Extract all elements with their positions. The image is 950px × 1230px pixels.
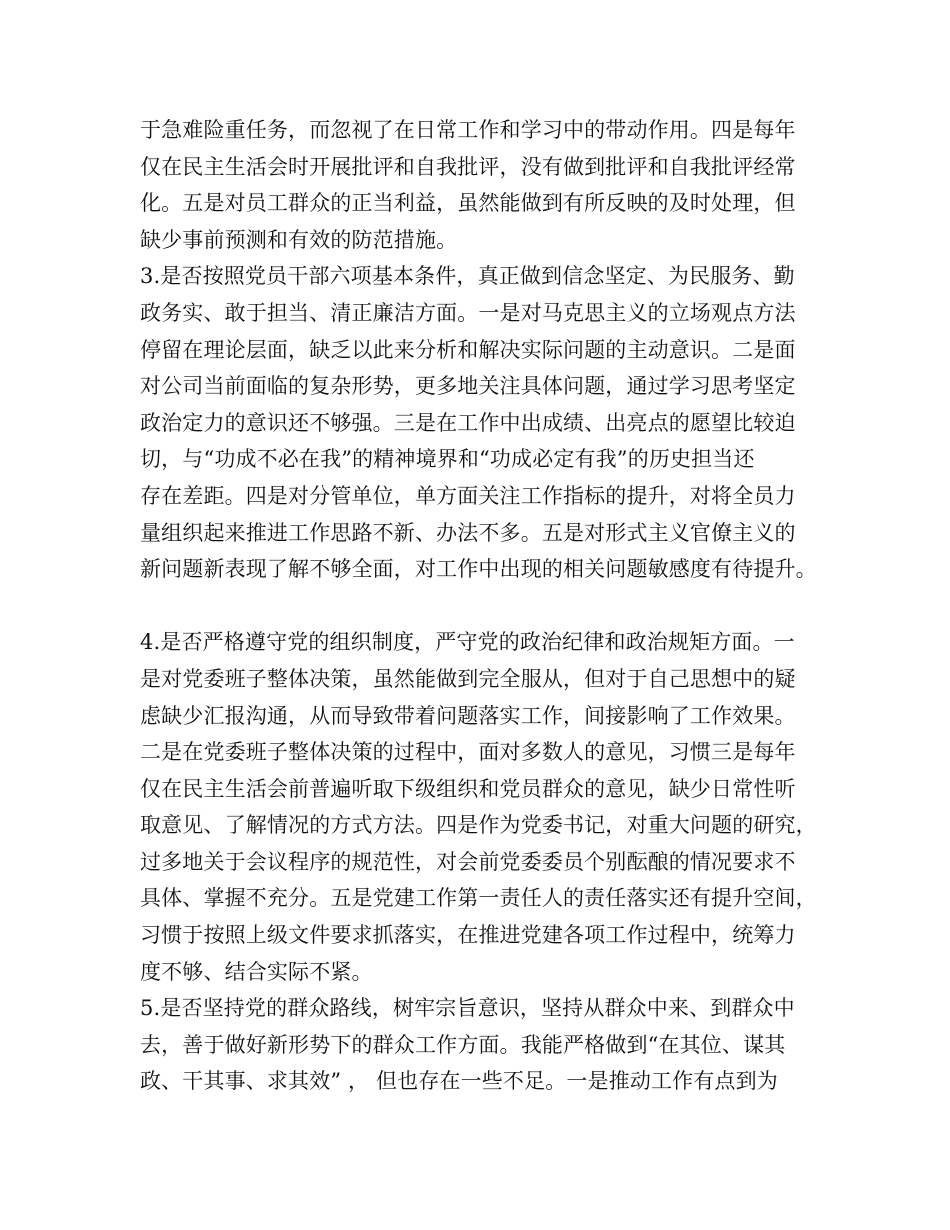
text-line: 于急难险重任务，而忽视了在日常工作和学习中的带动作用。四是每年 <box>140 118 796 142</box>
text-line: 政务实、敢于担当、清正廉洁方面。一是对马克思主义的立场观点方法 <box>140 300 796 325</box>
text-line: 过多地关于会议程序的规范性，对会前党委委员个别酝酿的情况要求不 <box>140 849 796 874</box>
text-line: 停留在理论层面，缺乏以此来分析和解决实际问题的主动意识。二是面 <box>140 337 796 362</box>
text-line: 虑缺少汇报沟通，从而导致带着问题落实工作，间接影响了工作效果。 <box>140 703 796 728</box>
text-line: 政、干其事、求其效” ， 但也存在一些不足。一是推动工作有点到为 <box>140 1069 778 1094</box>
text-line: 仅在民主生活会时开展批评和自我批评，没有做到批评和自我批评经常 <box>140 154 796 179</box>
text-line: 仅在民主生活会前普遍听取下级组织和党员群众的意见，缺少日常性听 <box>140 776 796 801</box>
text-line: 量组织起来推进工作思路不新、办法不多。五是对形式主义官僚主义的 <box>140 520 796 545</box>
document-body <box>140 112 830 1100</box>
text-line: 存在差距。四是对分管单位，单方面关注工作指标的提升，对将全员力 <box>140 483 796 508</box>
text-line: 二是在党委班子整体决策的过程中，面对多数人的意见，习惯三是每年 <box>140 740 796 765</box>
text-line: 具体、掌握不充分。五是党建工作第一责任人的责任落实还有提升空间， <box>140 886 817 911</box>
text-line: 政治定力的意识还不够强。三是在工作中出成绩、出亮点的愿望比较迫 <box>140 410 796 435</box>
text-line: 4.是否严格遵守党的组织制度，严守党的政治纪律和政治规矩方面。一 <box>140 630 795 655</box>
text-line: 度不够、结合实际不紧。 <box>140 959 373 984</box>
text-line: 取意见、了解情况的方式方法。四是作为党委书记，对重大问题的研究， <box>140 813 817 838</box>
text-line: 是对党委班子整体决策，虽然能做到完全服从，但对于自己思想中的疑 <box>140 666 796 691</box>
text-line: 缺少事前预测和有效的防范措施。 <box>140 227 458 252</box>
text-line: 去，善于做好新形势下的群众工作方面。我能严格做到“在其位、谋其 <box>140 1032 786 1057</box>
text-line: 习惯于按照上级文件要求抓落实，在推进党建各项工作过程中，统筹力 <box>140 923 796 948</box>
text-line: 切，与“功成不必在我”的精神境界和“功成必定有我”的历史担当还 <box>140 447 755 472</box>
text-line: 5.是否坚持党的群众路线，树牢宗旨意识，坚持从群众中来、到群众中 <box>140 996 795 1021</box>
text-line: 对公司当前面临的复杂形势，更多地关注具体问题，通过学习思考坚定 <box>140 374 796 399</box>
paragraph-gap <box>140 588 830 625</box>
text-line: 3.是否按照党员干部六项基本条件，真正做到信念坚定、为民服务、勤 <box>140 264 795 289</box>
text-line: 化。五是对员工群众的正当利益，虽然能做到有所反映的及时处理，但 <box>140 191 796 216</box>
text-line: 新问题新表现了解不够全面，对工作中出现的相关问题敏感度有待提升。 <box>140 557 817 582</box>
